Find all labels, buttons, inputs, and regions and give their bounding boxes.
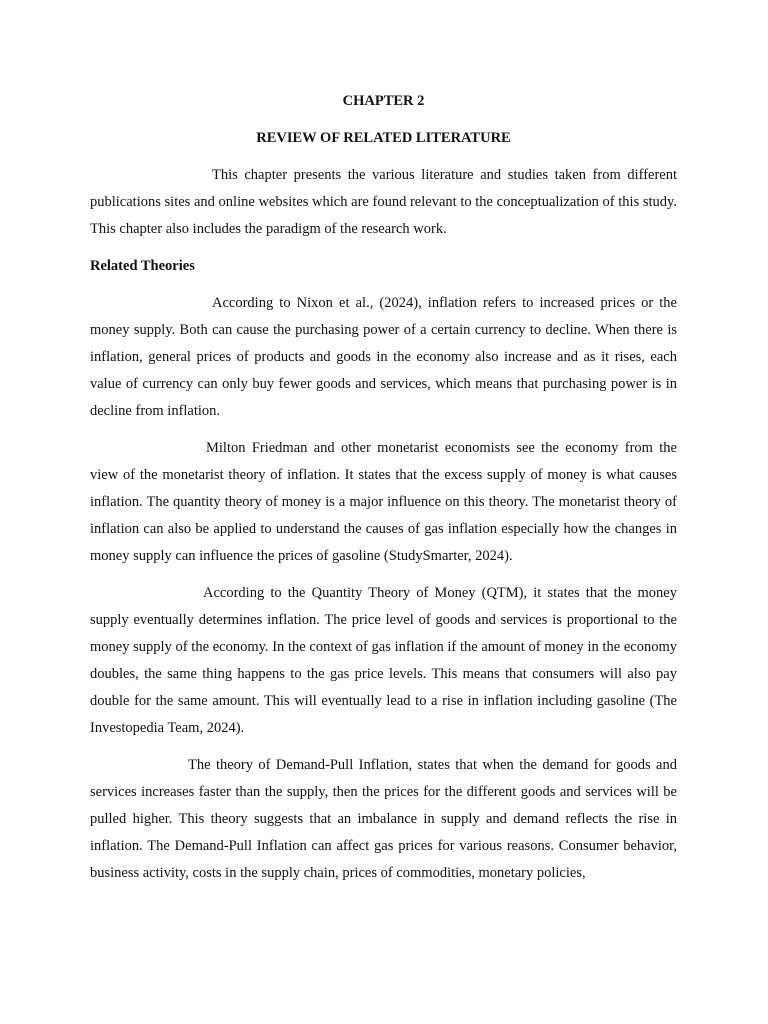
chapter-label: CHAPTER 2	[342, 93, 425, 109]
document-page	[90, 88, 677, 887]
chapter-title: REVIEW OF RELATED LITERATURE	[256, 130, 511, 146]
paragraph-monetarist: Milton Friedman and other monetarist economists see the economy from the view of the monetarist theory of inflation. It states that the excess supply of money is what causes inflation. The quantity theory of money is a major influence on this theory. The monetarist theory of inflation can also be applied to understand the causes of gas inflation especially how the changes in money supply can influence the prices of gasoline (StudySmarter, 2024).	[90, 440, 677, 564]
section-heading: Related Theories	[90, 258, 195, 274]
intro-paragraph: This chapter presents the various literature and studies taken from different publications sites and online websites which are found relevant to the conceptualization of this study. This chapter also includes the paradigm of the research work.	[90, 167, 677, 237]
paragraph-qtm: According to the Quantity Theory of Money (QTM), it states that the money supply eventually determines inflation. The price level of goods and services is proportional to the money supply of the economy. In the context of gas inflation if the amount of money in the economy doubles, the same thing happens to the gas price levels. This means that consumers will also pay double for the same amount. This will eventually lead to a rise in inflation including gasoline (The Investopedia Team, 2024).	[90, 585, 677, 736]
paragraph-nixon: According to Nixon et al., (2024), inflation refers to increased prices or the money supply. Both can cause the purchasing power of a certain currency to decline. When there is inflation, general prices of products and goods in the economy also increase and as it rises, each value of currency can only buy fewer goods and services, which means that purchasing power is in decline from inflation.	[90, 295, 677, 419]
paragraph-demand-pull: The theory of Demand-Pull Inflation, states that when the demand for goods and services increases faster than the supply, then the prices for the different goods and services will be pulled higher. This theory suggests that an imbalance in supply and demand reflects the rise in inflation. The Demand-Pull Inflation can affect gas prices for various reasons. Consumer behavior, business activity, costs in the supply chain, prices of commodities, monetary policies,	[90, 757, 677, 881]
